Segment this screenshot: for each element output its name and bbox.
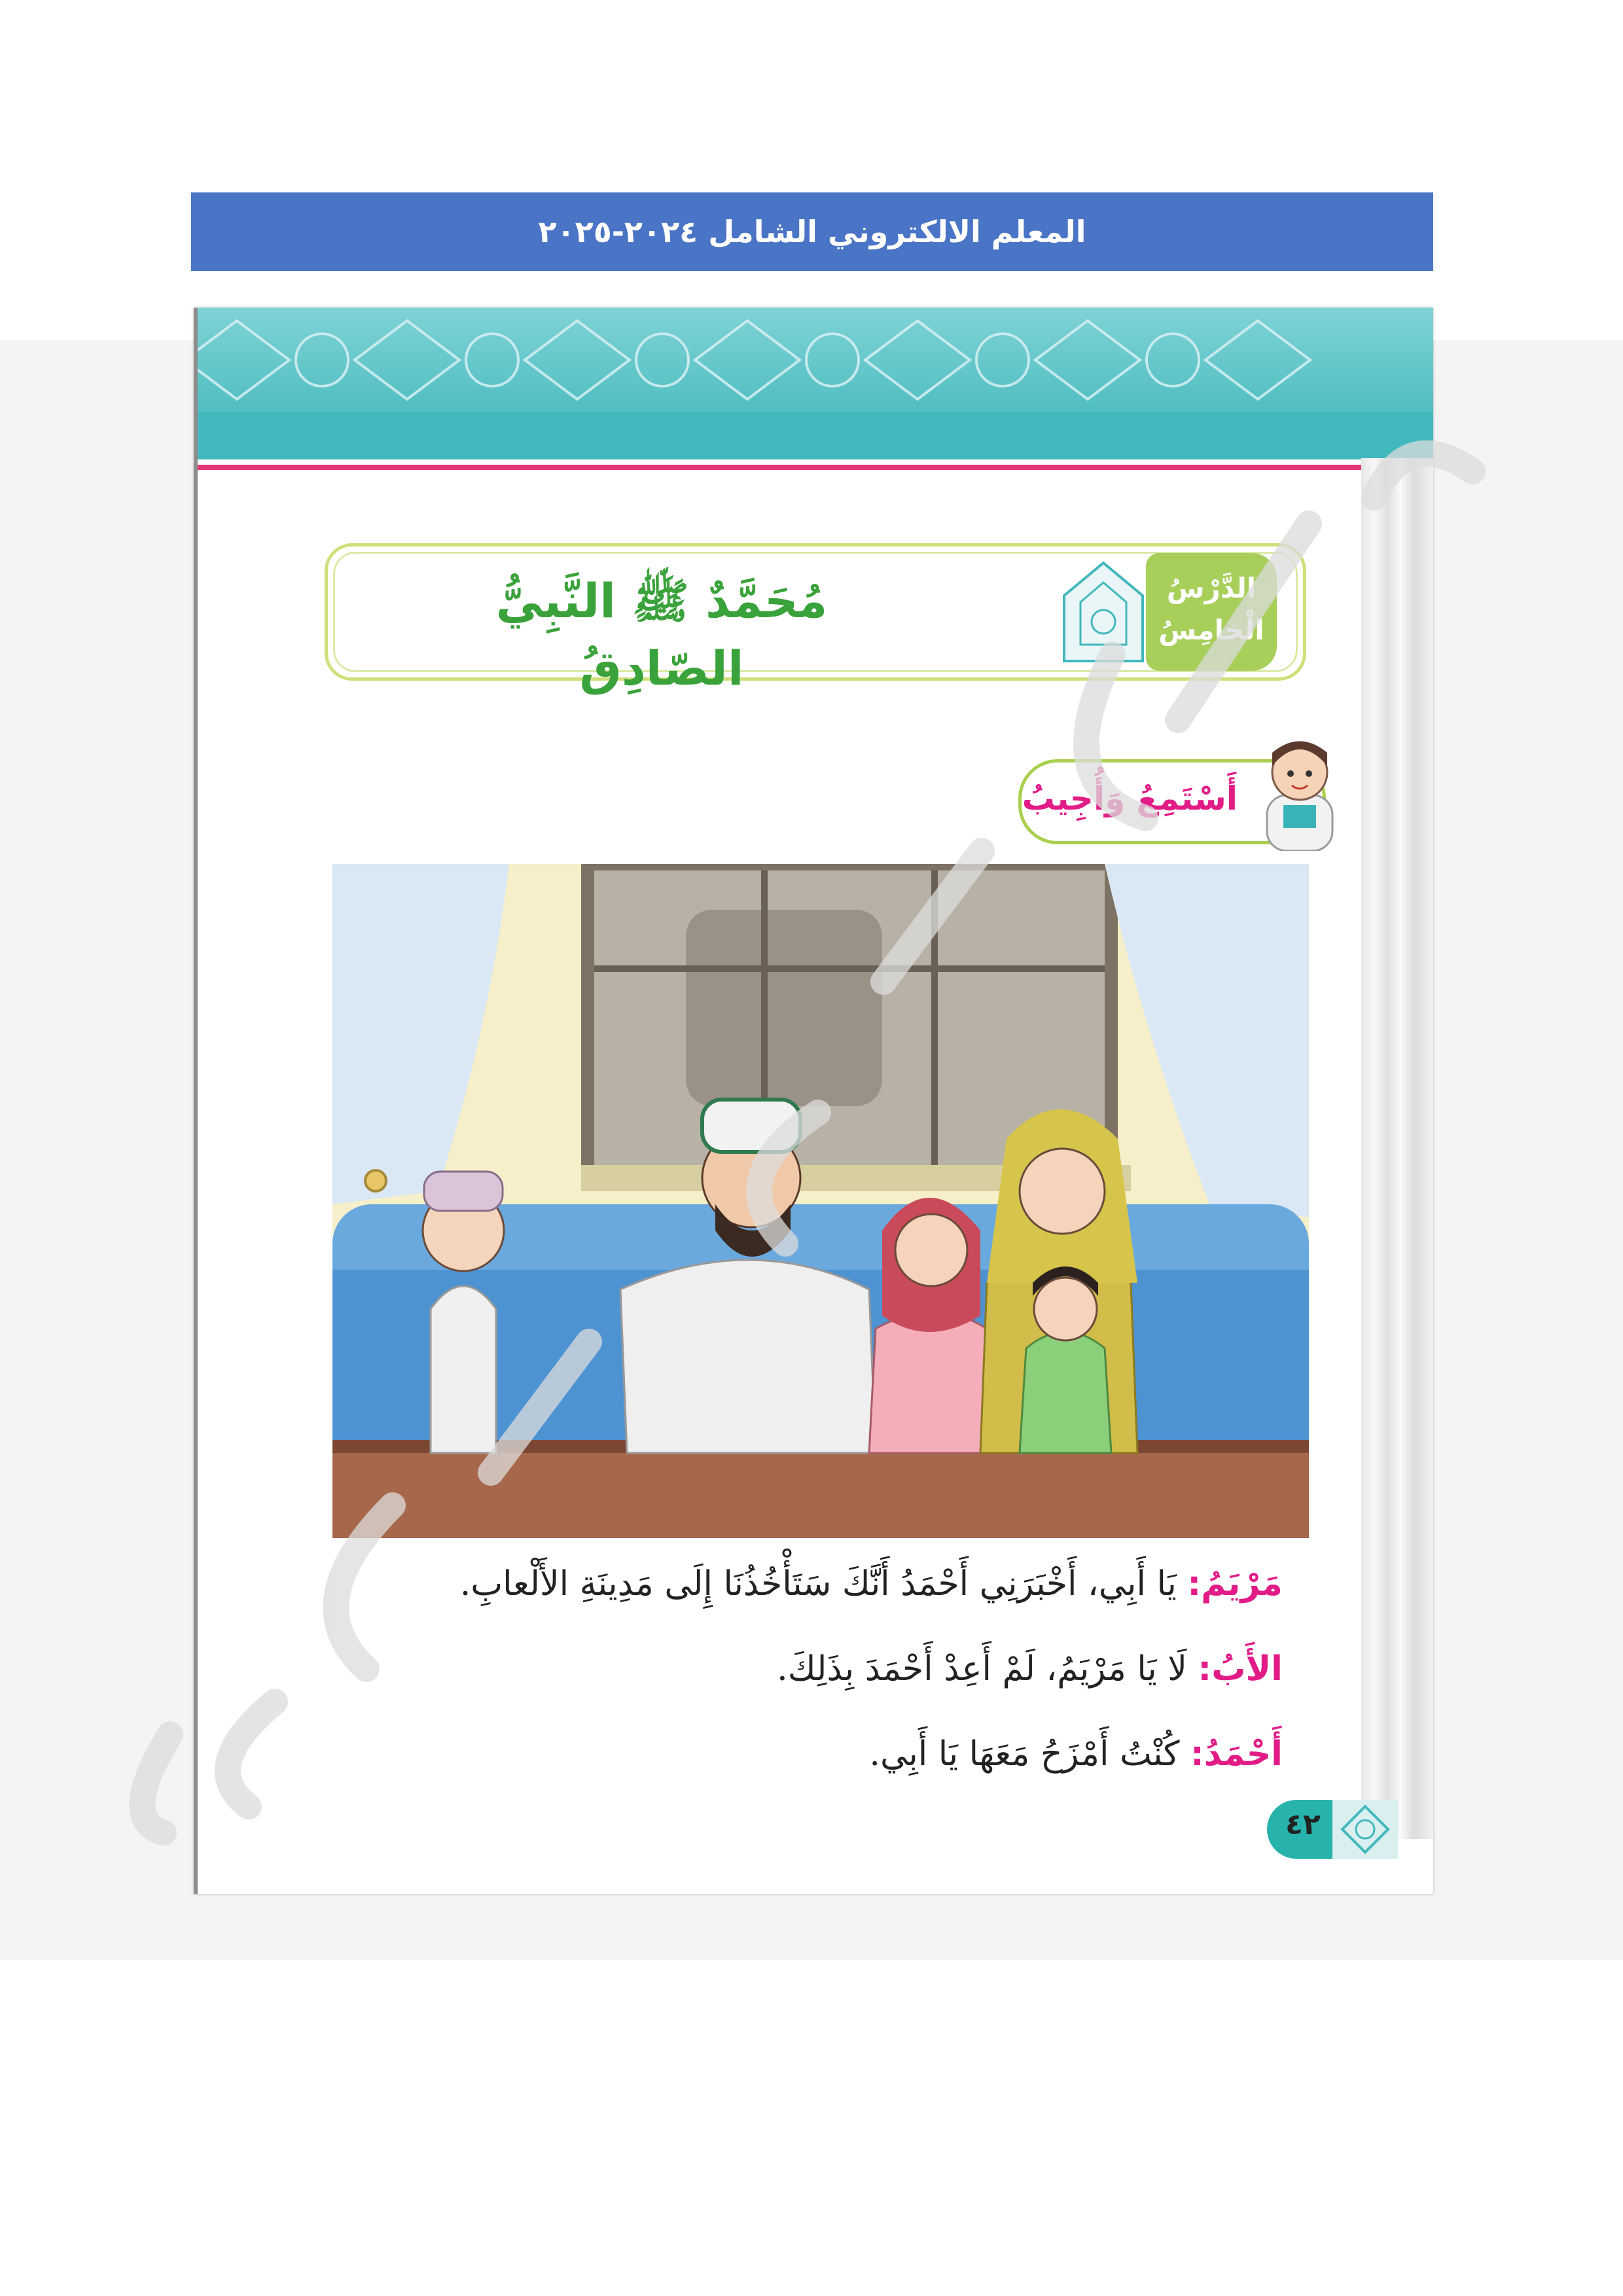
decorative-banner — [198, 308, 1433, 459]
ornament-icon — [1332, 1800, 1398, 1859]
lesson-title-box — [325, 543, 1306, 696]
lesson-tag-line1: الدَّرْسُ — [1166, 572, 1257, 604]
book-page — [194, 308, 1433, 1894]
header-bar — [191, 192, 1433, 271]
dialogue-speaker: أَحْمَدُ: — [1190, 1734, 1283, 1774]
girl-character-icon — [1254, 733, 1346, 851]
dialogue-line — [777, 1649, 1283, 1689]
dialogue-text: يَا أَبِي، أَخْبَرَنِي أَحْمَدُ أَنَّكَ سَتَأْخُذُنَا إِلَى مَدِينَةِ الأَلْعابِ. — [459, 1564, 1177, 1604]
header-title: المعلم الالكتروني الشامل ٢٠٢٤-٢٠٢٥ — [538, 214, 1086, 249]
section-heading: أَسْتَمِعُ وَأُجِيبُ — [1022, 780, 1238, 817]
lesson-title: مُحَمَّدٌ ﷺ النَّبِيُّ الصّادِقُ — [495, 573, 828, 696]
family-illustration — [332, 864, 1309, 1538]
dialogue-line — [869, 1734, 1283, 1774]
pink-divider — [198, 465, 1363, 470]
page-number-badge — [1267, 1800, 1398, 1859]
dialogue-text: كُنْتُ أَمْزَحُ مَعَهَا يَا أَبِي. — [869, 1734, 1180, 1774]
dialogue-line — [460, 1564, 1283, 1604]
page-number: ٤٢ — [1285, 1808, 1321, 1841]
page-spine — [194, 308, 198, 1894]
lesson-tag-line2: الْخامِسُ — [1158, 614, 1264, 646]
lesson-number-tag — [1146, 553, 1277, 671]
dialogue-speaker: الأَبُ: — [1198, 1649, 1283, 1689]
dialogue-text: لَا يَا مَرْيَمُ، لَمْ أَعِدْ أَحْمَدَ بِذَلِكَ. — [777, 1649, 1187, 1689]
ornament-icon — [1061, 560, 1146, 664]
dialogue-speaker: مَرْيَمُ: — [1187, 1564, 1283, 1604]
page-edge-stack — [1361, 458, 1433, 1839]
